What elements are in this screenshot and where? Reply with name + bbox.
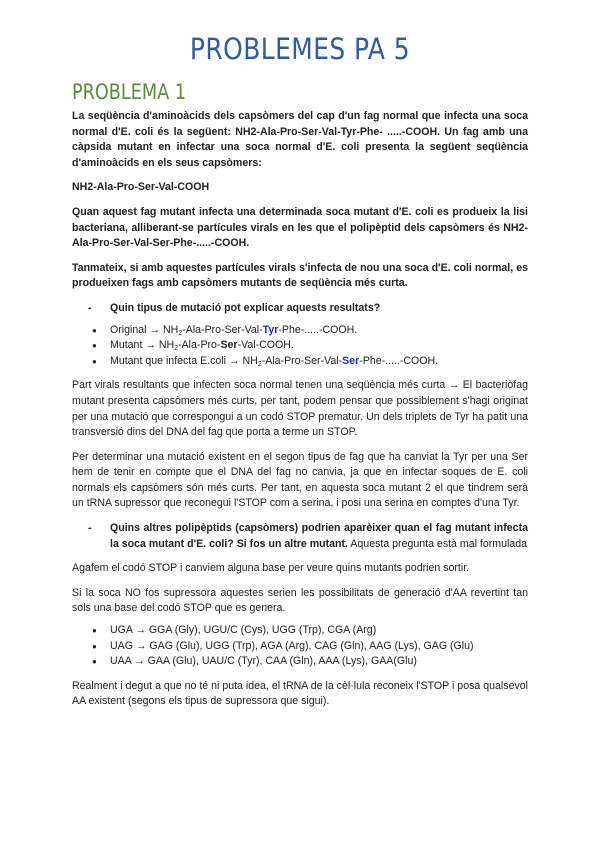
sequence-list — [72, 323, 528, 370]
answer-paragraph-5: Realment i degut a que no té ni puta idea, el tRNA de la cèl·lula reconeix l'STOP i posa qualsevol AA existent (segons els tipus de supressora que sigui). — [72, 679, 528, 708]
dash-marker: - — [88, 301, 92, 314]
question-1 — [72, 301, 528, 317]
page-title: PROBLEMES PA 5 — [189, 32, 411, 66]
list-item: ● Original → $NH_2-Ala-Pro-Ser-Val-Tyr-Phe-$.....-COOH. — [92, 323, 528, 339]
problem-statement-1: La seqüència d'aminoàcids dels capsòmers del cap d'un fag normal que infecta una soca normal d'E. coli és la següent: NH2-Ala-Pro-Ser-Val-Tyr-Phe- .....-COOH. Un fag amb una càpsida mutant en infectar una soca normal d'E. coli presenta la següent seqüència d'aminoàcids en els seus capsòmers: — [72, 110, 528, 169]
mutant-sequence: NH2-Ala-Pro-Ser-Val-COOH — [72, 181, 210, 194]
question-1-text: Quin tipus de mutació pot explicar aquests resultats? — [110, 301, 381, 314]
list-item: ● UGA → GGA (Gly), UGU/C (Cys), UGG (Trp), CGA (Arg) — [92, 623, 528, 639]
dash-marker: - — [88, 522, 92, 535]
list-item: ● $Mutant \to NH_2-Ala-Pro-Ser-Val$-COOH. — [92, 338, 528, 354]
question-2-text: Quins altres polipèptids (capsòmers) podrien aparèixer quan el fag mutant infecta la soca mutant d'E. coli? Si fos un altre mutant. Aquesta pregunta està mal formulada — [110, 522, 528, 550]
answer-paragraph-1: Part virals resultants que infecten soca normal tenen una seqüència més curta → El bacteriòfag mutant presenta capsòmers més curts, per tant, podem pensar que possiblement s'hagi originat per una mutació que correspongui a un codó STOP prematur. Un dels triplets de Tyr ha patit una transversió dins del DNA del fag que porta a terme un STOP. — [72, 379, 528, 439]
problem-statement-2: Quan aquest fag mutant infecta una determinada soca mutant d'E. coli es produeix la lisi bacteriana, alliberant-se partícules virals en les que el polipèptid dels capsòmers és NH2- Ala-Pro-Ser-Val-Ser-Phe-.....-COOH. — [72, 205, 528, 250]
list-item: ● UAA → GAA (Glu), UAU/C (Tyr), CAA (Gln), AAA (Lys), GAA(Glu) — [92, 654, 528, 670]
list-item: ● Mutant que infecta E.coli → $NH_2-Ala-Pro-Ser-Val-Ser-Phe-$.....-COOH. — [92, 354, 528, 370]
question-2 — [72, 521, 528, 552]
problem-heading: PROBLEMA 1 — [72, 80, 186, 104]
answer-paragraph-3: Agafem el codó STOP i canviem alguna base per veure quins mutants podrien sortir. — [72, 562, 470, 575]
problem-statement-3: Tanmateix, si amb aquestes partícules virals s'infecta de nou una soca d'E. coli normal, es produeixen fags amb capsòmers mutants de seqüència més curta. — [72, 261, 528, 290]
document-body — [72, 109, 528, 710]
answer-paragraph-4: Si la soca NO fos supressora aquestes serien les possibilitats de generació d'AA revertint tan sols una base del codó STOP que es genera. — [72, 586, 528, 615]
codon-list — [72, 623, 528, 670]
list-item: ● UAG → GAG (Glu), UGG (Trp), AGA (Arg), CAG (Gln), AAG (Lys), GAG (Glu) — [92, 639, 528, 655]
answer-paragraph-2: Per determinar una mutació existent en el segon tipus de fag que ha canviat la Tyr per una Ser hem de tenir en compte que el DNA del fag no canvia, ja que en infectar soques de E. coli normals els capsòmers són més curts. Per tant, en aquesta soca mutant 2 el que tindrem serà un tRNA supressor que reconegui l'STOP com a serina, i posi una serina en comptes d'una Tyr. — [72, 450, 528, 510]
